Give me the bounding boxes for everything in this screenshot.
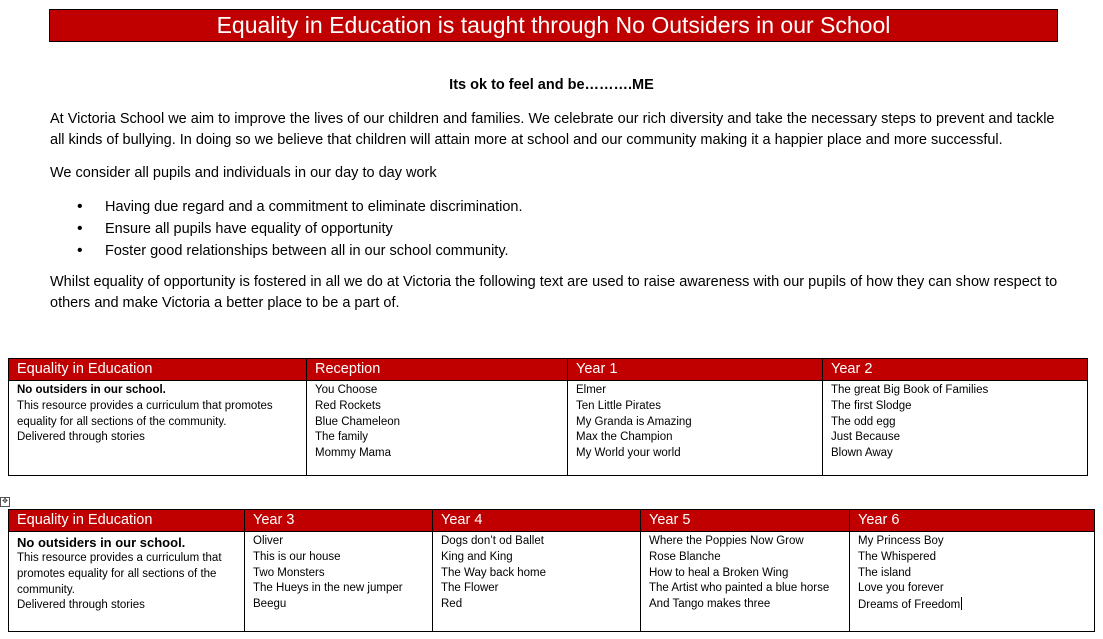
book-title: Rose Blanche — [649, 550, 721, 563]
texts-table-reception-year2 — [8, 358, 1088, 476]
book-title: Red Rockets — [315, 399, 381, 412]
book-title: How to heal a Broken Wing — [649, 566, 789, 579]
aims-list-item: • Ensure all pupils have equality of opportunity — [50, 218, 522, 240]
aims-list-item: • Foster good relationships between all in our school community. — [50, 240, 522, 262]
description-title: No outsiders in our school. — [17, 535, 186, 550]
closing-paragraph: Whilst equality of opportunity is fostered in all we do at Victoria the following text are used to raise awareness with our pupils of how they can show respect to others and make Victoria a better place to be a part of. — [50, 274, 1058, 311]
page-banner: Equality in Education is taught through No Outsiders in our School — [49, 9, 1058, 42]
year-1-cell — [568, 381, 823, 476]
year-3-cell — [245, 532, 433, 632]
description-title: No outsiders in our school. — [17, 384, 166, 396]
book-title: The Artist who painted a blue horse — [649, 582, 830, 595]
year-6-cell[interactable] — [850, 532, 1095, 632]
description-line: equality for all sections of the community. — [17, 415, 227, 428]
header-year-1: Year 1 — [568, 359, 823, 381]
description-line: Delivered through stories — [17, 431, 145, 444]
table-header-row — [9, 359, 1088, 381]
header-year-4: Year 4 — [433, 510, 641, 532]
book-title: My Granda is Amazing — [576, 415, 692, 428]
book-title: Mommy Mama — [315, 447, 392, 460]
book-title: Love you forever — [858, 582, 944, 595]
book-title: The great Big Book of Families — [831, 384, 989, 396]
header-reception: Reception — [307, 359, 568, 381]
aims-list — [50, 196, 522, 262]
book-title: Oliver — [253, 535, 284, 547]
book-title: The first Slodge — [831, 399, 912, 412]
header-year-3: Year 3 — [245, 510, 433, 532]
description-line: promotes equality for all sections of the — [17, 567, 217, 580]
header-year-5: Year 5 — [641, 510, 850, 532]
description-line: This resource provides a curriculum that promotes — [17, 399, 273, 412]
book-title-with-cursor — [858, 597, 1088, 614]
book-title: This is our house — [253, 550, 341, 563]
book-title: Beegu — [253, 598, 287, 611]
table-row — [9, 381, 1088, 476]
description-line: Delivered through stories — [17, 599, 145, 612]
book-title: The Flower — [441, 582, 499, 595]
book-title: Ten Little Pirates — [576, 399, 662, 412]
year-2-cell — [823, 381, 1088, 476]
book-title: Two Monsters — [253, 566, 325, 579]
book-title: Dreams of Freedom — [858, 599, 961, 612]
book-title: And Tango makes three — [649, 598, 771, 611]
book-title: The odd egg — [831, 415, 896, 428]
table-move-handle-icon[interactable]: ✥ — [0, 497, 10, 507]
book-title: Red — [441, 598, 463, 611]
book-title: Where the Poppies Now Grow — [649, 535, 804, 547]
book-title: Blown Away — [831, 447, 893, 460]
book-title: King and King — [441, 550, 513, 563]
description-cell — [9, 532, 245, 632]
text-cursor — [961, 597, 962, 610]
intro-paragraph: At Victoria School we aim to improve the lives of our children and families. We celebrate our rich diversity and take the necessary steps to prevent and tackle all kinds of bullying. In doing so we believe that children will attain more at school and our community making it a happier place and more successful. — [50, 111, 1055, 148]
book-title: Elmer — [576, 384, 607, 396]
aims-list-item: • Having due regard and a commitment to eliminate discrimination. — [50, 196, 522, 218]
consider-paragraph: We consider all pupils and individuals in our day to day work — [50, 165, 437, 181]
table-header-row — [9, 510, 1095, 532]
book-title: The Hueys in the new jumper — [253, 582, 403, 595]
description-line: community. — [17, 583, 75, 596]
header-equality-in-education: Equality in Education — [9, 510, 245, 532]
header-year-6: Year 6 — [850, 510, 1095, 532]
book-title: Blue Chameleon — [315, 415, 401, 428]
book-title: You Choose — [315, 384, 378, 396]
book-title: Dogs don’t od Ballet — [441, 535, 544, 547]
subtitle: Its ok to feel and be……….ME — [449, 77, 654, 93]
book-title: Just Because — [831, 431, 901, 444]
description-line: This resource provides a curriculum that — [17, 552, 222, 564]
header-year-2: Year 2 — [823, 359, 1088, 381]
description-cell — [9, 381, 307, 476]
header-equality-in-education: Equality in Education — [9, 359, 307, 381]
book-title: Max the Champion — [576, 431, 673, 444]
book-title: My Princess Boy — [858, 535, 944, 547]
year-5-cell — [641, 532, 850, 632]
reception-cell — [307, 381, 568, 476]
book-title: The island — [858, 566, 912, 579]
texts-table-year3-year6 — [8, 509, 1095, 632]
year-4-cell — [433, 532, 641, 632]
book-title: The Whispered — [858, 550, 936, 563]
book-title: My World your world — [576, 447, 681, 460]
book-title: The family — [315, 431, 369, 444]
book-title: The Way back home — [441, 566, 547, 579]
table-row — [9, 532, 1095, 632]
